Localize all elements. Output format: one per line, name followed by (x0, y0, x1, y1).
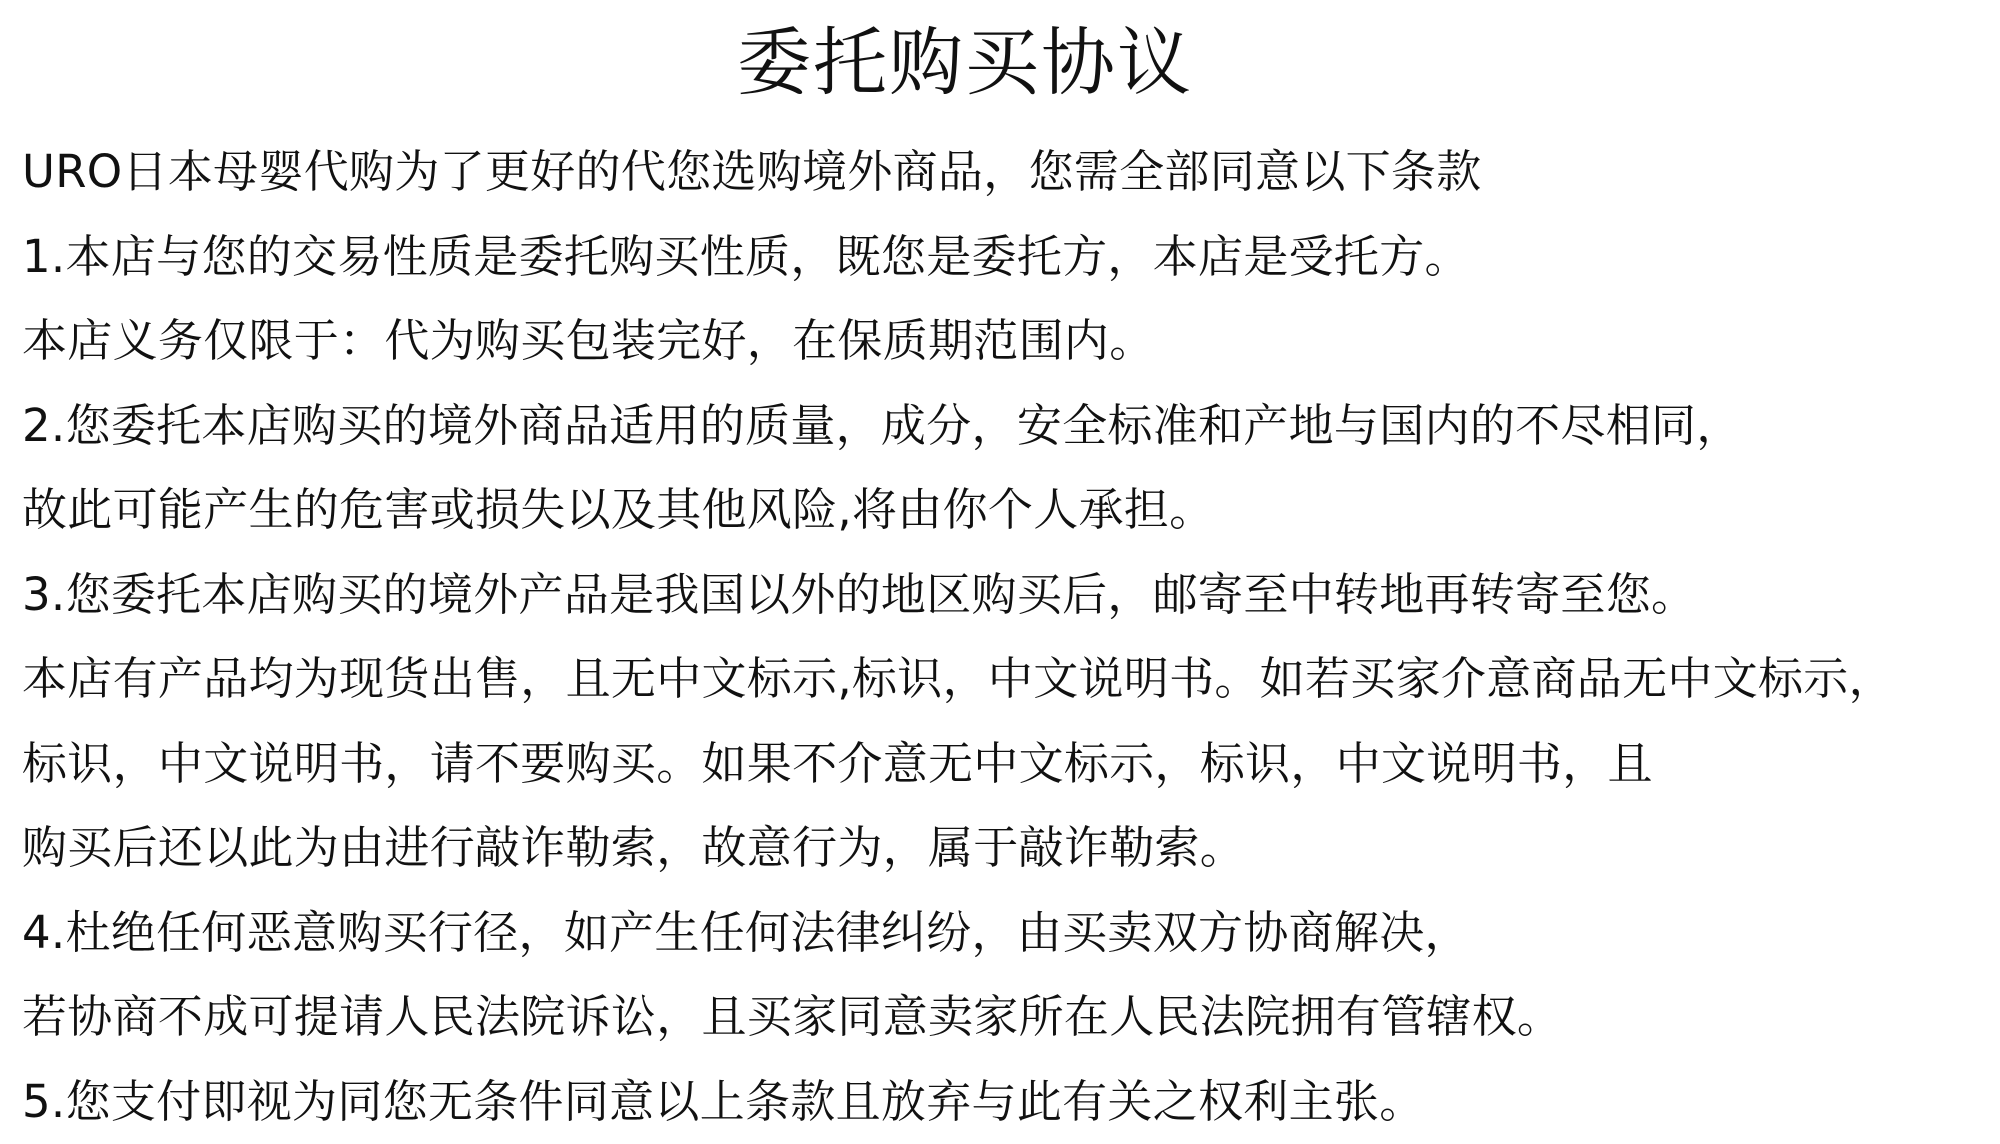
intro-line: URO日本母婴代购为了更好的代您选购境外商品，您需全部同意以下条款 (22, 130, 1992, 215)
clause-1-line-1: 1.本店与您的交易性质是委托购买性质，既您是委托方，本店是受托方。 (22, 215, 1992, 300)
clause-3-line-3: 标识，中文说明书，请不要购买。如果不介意无中文标示，标识，中文说明书，且 (22, 722, 1992, 807)
clause-5-line-1: 5.您支付即视为同您无条件同意以上条款且放弃与此有关之权利主张。 (22, 1060, 1992, 1144)
clause-2-line-1: 2.您委托本店购买的境外商品适用的质量，成分，安全标准和产地与国内的不尽相同， (22, 384, 1992, 469)
clause-2-line-2: 故此可能产生的危害或损失以及其他风险,将由你个人承担。 (22, 468, 1992, 553)
document-title: 委托购买协议 (0, 18, 1930, 108)
clause-3-line-4: 购买后还以此为由进行敲诈勒索，故意行为，属于敲诈勒索。 (22, 806, 1992, 891)
clause-3-line-1: 3.您委托本店购买的境外产品是我国以外的地区购买后，邮寄至中转地再转寄至您。 (22, 553, 1992, 638)
clause-1-line-2: 本店义务仅限于：代为购买包装完好，在保质期范围内。 (22, 299, 1992, 384)
agreement-body (22, 130, 1992, 1144)
clause-4-line-2: 若协商不成可提请人民法院诉讼，且买家同意卖家所在人民法院拥有管辖权。 (22, 975, 1992, 1060)
clause-4-line-1: 4.杜绝任何恶意购买行径，如产生任何法律纠纷，由买卖双方协商解决， (22, 891, 1992, 976)
clause-3-line-2: 本店有产品均为现货出售，且无中文标示,标识，中文说明书。如若买家介意商品无中文标示， (22, 637, 1992, 722)
